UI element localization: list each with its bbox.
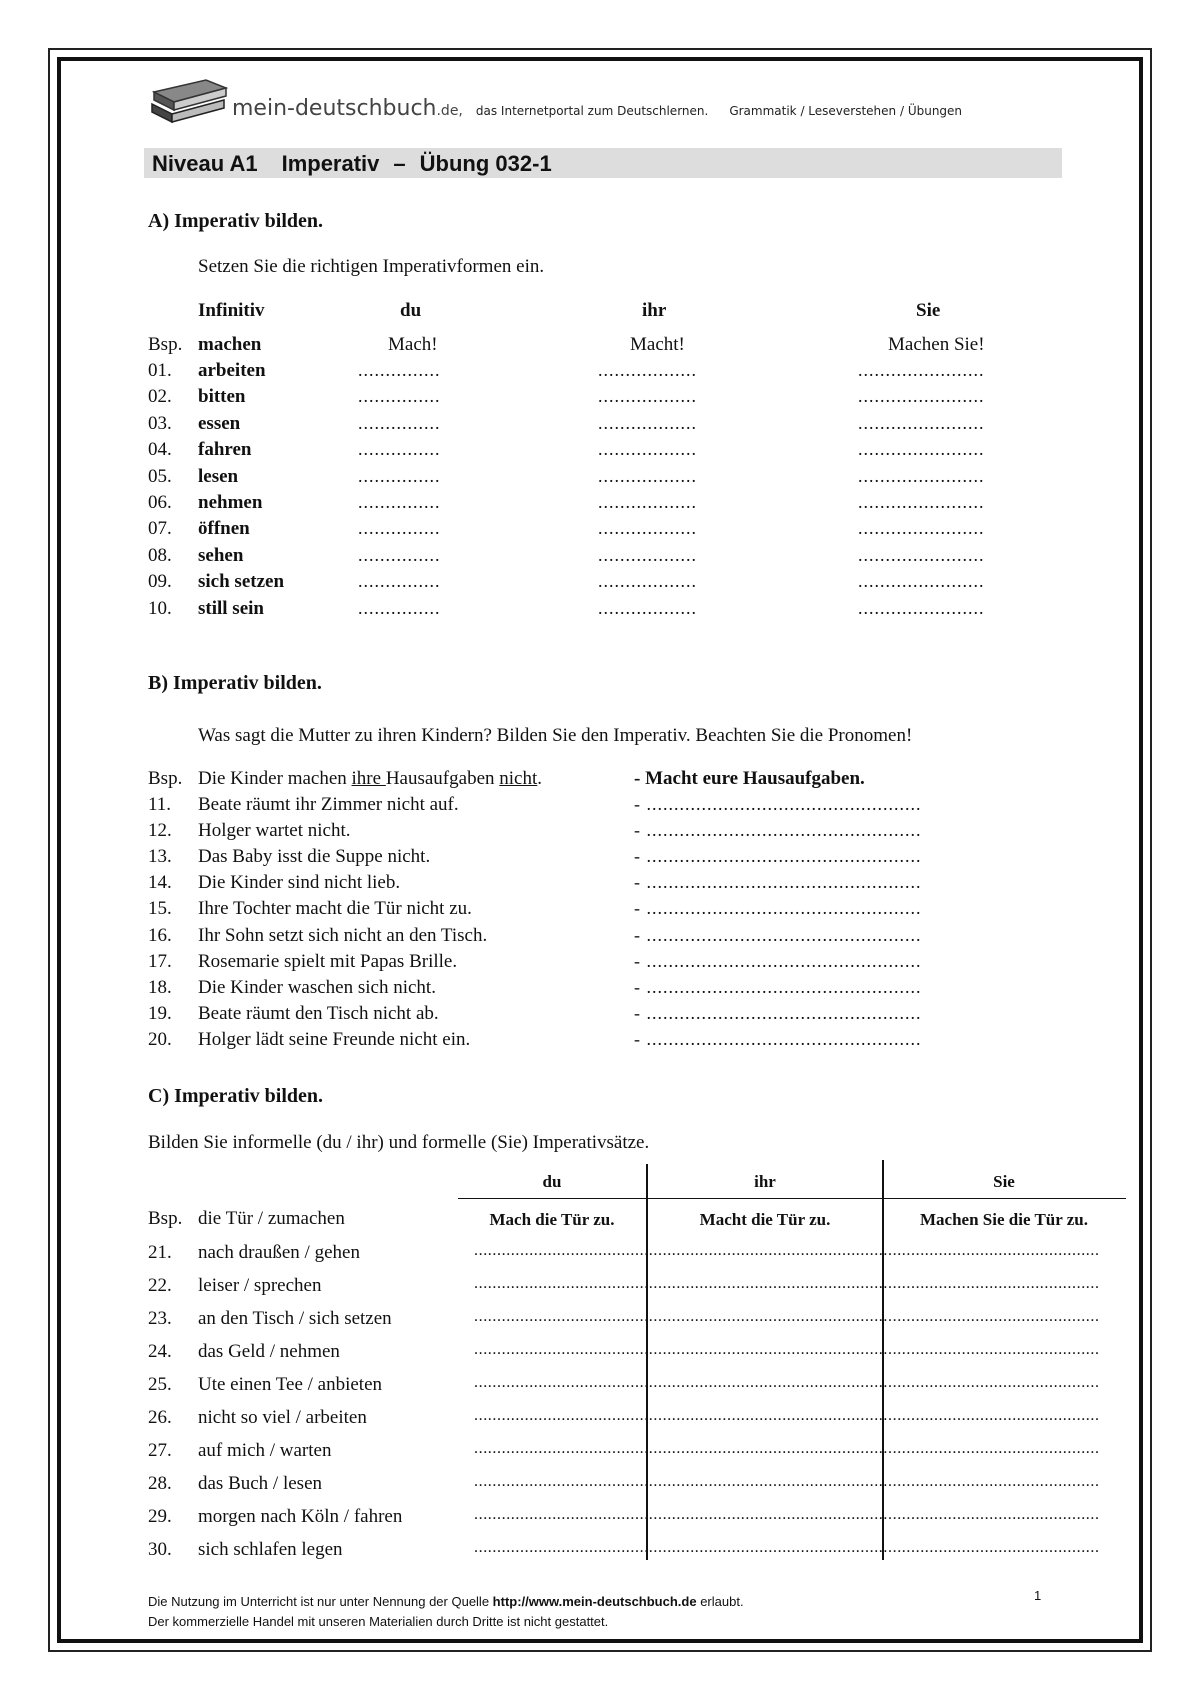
answer-ihr-blank[interactable]: .................. — [598, 386, 697, 407]
row-verb: sich setzen — [198, 571, 285, 593]
row-verb: fahren — [198, 439, 252, 461]
row-sentence: Ihr Sohn setzt sich nicht an den Tisch. — [198, 924, 488, 946]
answer-ihr-blank[interactable]: .................. — [598, 412, 697, 433]
footer-text: erlaubt. — [696, 1594, 744, 1609]
answer-blank[interactable]: - .................................................. — [634, 820, 922, 841]
answer-blank[interactable]: - .................................................. — [634, 950, 922, 971]
row-verb: bitten — [198, 386, 246, 408]
site-header — [232, 96, 962, 121]
row-prompt: an den Tisch / sich setzen — [198, 1308, 392, 1329]
row-number: 17. — [148, 950, 172, 972]
row-verb: nehmen — [198, 492, 263, 513]
row-number: 30. — [148, 1539, 172, 1560]
row-number: 13. — [148, 846, 172, 868]
col-sie: Sie — [916, 300, 941, 321]
answer-row-blank[interactable]: ........................................................................................................................................ — [474, 1407, 1100, 1424]
b-example-part: . — [537, 768, 543, 789]
row-number: 03. — [148, 412, 172, 434]
section-b-instruction: Was sagt die Mutter zu ihren Kindern? Bilden Sie den Imperativ. Beachten Sie die Pronomen! — [198, 725, 913, 746]
example-sie: Machen Sie! — [888, 334, 985, 355]
answer-row-blank[interactable]: ........................................................................................................................................ — [474, 1242, 1100, 1259]
col-du: du — [400, 300, 422, 321]
row-verb: still sein — [198, 597, 264, 619]
answer-blank[interactable]: - .................................................. — [634, 1028, 922, 1049]
b-example-num: Bsp. — [148, 768, 183, 789]
site-name[interactable]: mein-deutschbuch — [232, 96, 437, 121]
answer-sie-blank[interactable]: ....................... — [858, 360, 985, 380]
answer-du-blank[interactable]: ............... — [358, 386, 441, 407]
row-number: 29. — [148, 1506, 172, 1527]
b-example-part: Hausaufgaben — [385, 768, 500, 789]
row-verb: lesen — [198, 465, 239, 487]
section-c-title: C) Imperativ bilden. — [148, 1085, 323, 1107]
row-number: 27. — [148, 1440, 172, 1461]
example-verb: machen — [198, 334, 262, 355]
row-sentence: Beate räumt ihr Zimmer nicht auf. — [198, 794, 459, 815]
answer-row-blank[interactable]: ........................................................................................................................................ — [474, 1440, 1100, 1457]
answer-sie-blank[interactable]: ....................... — [858, 571, 985, 592]
b-example-answer: - Macht eure Hausaufgaben. — [634, 768, 865, 789]
row-number: 08. — [148, 544, 172, 566]
row-sentence: Die Kinder sind nicht lieb. — [198, 872, 401, 894]
answer-sie-blank[interactable]: ....................... — [858, 544, 985, 565]
answer-du-blank[interactable]: ............... — [358, 518, 441, 539]
answer-blank[interactable]: - .................................................. — [634, 976, 922, 997]
section-a-title: A) Imperativ bilden. — [148, 210, 323, 232]
row-number: 15. — [148, 898, 172, 920]
c-col-sie: Sie — [993, 1172, 1015, 1191]
row-number: 25. — [148, 1374, 172, 1395]
col-infinitiv: Infinitiv — [198, 300, 265, 321]
answer-du-blank[interactable]: ............... — [358, 597, 441, 618]
answer-blank[interactable]: - .................................................. — [634, 924, 922, 945]
footer-line-1 — [148, 1594, 744, 1609]
example-num: Bsp. — [148, 334, 183, 355]
row-number: 26. — [148, 1407, 172, 1428]
row-verb: öffnen — [198, 518, 250, 540]
row-verb: essen — [198, 412, 241, 434]
row-number: 23. — [148, 1308, 172, 1329]
c-example-num: Bsp. — [148, 1208, 183, 1229]
answer-ihr-blank[interactable]: .................. — [598, 492, 697, 512]
answer-sie-blank[interactable]: ....................... — [858, 518, 985, 539]
answer-du-blank[interactable]: ............... — [358, 544, 441, 565]
answer-row-blank[interactable]: ........................................................................................................................................ — [474, 1275, 1100, 1292]
example-ihr: Macht! — [630, 334, 685, 355]
answer-row-blank[interactable]: ........................................................................................................................................ — [474, 1506, 1100, 1523]
c-col-ihr: ihr — [754, 1172, 776, 1191]
row-number: 24. — [148, 1341, 172, 1362]
answer-ihr-blank[interactable]: .................. — [598, 360, 697, 380]
footer-url-link[interactable]: http://www.mein-deutschbuch.de — [492, 1594, 697, 1609]
footer-line-2: Der kommerzielle Handel mit unseren Materialien durch Dritte ist nicht gestattet. — [148, 1614, 609, 1629]
row-prompt: das Buch / lesen — [198, 1473, 323, 1494]
exercise-label: Übung 032-1 — [419, 151, 552, 176]
answer-du-blank[interactable]: ............... — [358, 465, 441, 486]
answer-row-blank[interactable]: ........................................................................................................................................ — [474, 1308, 1100, 1325]
row-number: 20. — [148, 1028, 172, 1050]
row-prompt: morgen nach Köln / fahren — [198, 1506, 403, 1527]
b-example-part: Die Kinder machen — [198, 768, 352, 789]
section-c-instruction: Bilden Sie informelle (du / ihr) und formelle (Sie) Imperativsätze. — [148, 1132, 650, 1153]
answer-blank[interactable]: - .................................................. — [634, 846, 922, 867]
answer-du-blank[interactable]: ............... — [358, 360, 441, 380]
section-b-title: B) Imperativ bilden. — [148, 672, 322, 694]
c-example-ihr: Macht die Tür zu. — [699, 1210, 831, 1229]
c-header-rule — [458, 1198, 1126, 1199]
footer-text: Die Nutzung im Unterricht ist nur unter Nennung der Quelle — [148, 1594, 493, 1609]
row-number: 14. — [148, 872, 172, 894]
row-prompt: nach draußen / gehen — [198, 1242, 360, 1263]
row-number: 21. — [148, 1242, 172, 1263]
answer-du-blank[interactable]: ............... — [358, 412, 441, 433]
page-title — [152, 151, 576, 177]
answer-row-blank[interactable]: ........................................................................................................................................ — [474, 1539, 1100, 1556]
page-number: 1 — [1034, 1588, 1042, 1603]
row-verb: sehen — [198, 544, 244, 566]
answer-blank[interactable]: - .................................................. — [634, 872, 922, 893]
answer-ihr-blank[interactable]: .................. — [598, 465, 697, 486]
row-number: 11. — [148, 794, 172, 815]
c-col-du: du — [542, 1172, 562, 1191]
row-number: 02. — [148, 386, 172, 408]
row-prompt: das Geld / nehmen — [198, 1341, 340, 1362]
answer-ihr-blank[interactable]: .................. — [598, 439, 697, 460]
row-number: 06. — [148, 492, 172, 513]
site-tld: .de, — [436, 103, 463, 119]
section-a-instruction: Setzen Sie die richtigen Imperativformen ein. — [198, 256, 545, 277]
row-number: 10. — [148, 597, 172, 619]
row-sentence: Die Kinder waschen sich nicht. — [198, 976, 436, 998]
row-number: 19. — [148, 1002, 172, 1024]
row-prompt: Ute einen Tee / anbieten — [198, 1374, 383, 1395]
title-dash: – — [393, 151, 406, 176]
answer-blank[interactable]: - .................................................. — [634, 794, 922, 814]
row-sentence: Das Baby isst die Suppe nicht. — [198, 846, 431, 868]
answer-blank[interactable]: - .................................................. — [634, 898, 922, 919]
row-prompt: nicht so viel / arbeiten — [198, 1407, 367, 1428]
answer-ihr-blank[interactable]: .................. — [598, 597, 697, 618]
answer-sie-blank[interactable]: ....................... — [858, 597, 985, 618]
answer-sie-blank[interactable]: ....................... — [858, 412, 985, 433]
c-example-sie: Machen Sie die Tür zu. — [920, 1210, 1088, 1229]
answer-ihr-blank[interactable]: .................. — [598, 544, 697, 565]
level-label: Niveau A1 — [152, 151, 258, 176]
row-prompt: sich schlafen legen — [198, 1539, 343, 1560]
b-example-underlined: nicht — [499, 768, 538, 789]
book-stack-logo-icon — [146, 74, 230, 126]
answer-row-blank[interactable]: ........................................................................................................................................ — [474, 1374, 1100, 1391]
row-prompt: leiser / sprechen — [198, 1275, 322, 1296]
example-du: Mach! — [388, 334, 438, 355]
answer-sie-blank[interactable]: ....................... — [858, 386, 985, 407]
answer-blank[interactable]: - .................................................. — [634, 1002, 922, 1023]
answer-du-blank[interactable]: ............... — [358, 571, 441, 592]
answer-ihr-blank[interactable]: .................. — [598, 571, 697, 592]
row-sentence: Beate räumt den Tisch nicht ab. — [198, 1002, 439, 1024]
answer-sie-blank[interactable]: ....................... — [858, 492, 985, 512]
c-example-du: Mach die Tür zu. — [489, 1210, 615, 1229]
row-sentence: Rosemarie spielt mit Papas Brille. — [198, 950, 458, 972]
answer-sie-blank[interactable]: ....................... — [858, 439, 985, 460]
row-number: 16. — [148, 924, 172, 946]
row-number: 22. — [148, 1275, 172, 1296]
c-example-text: die Tür / zumachen — [198, 1208, 345, 1229]
row-number: 12. — [148, 820, 172, 842]
site-tagline: das Internetportal zum Deutschlernen. — [475, 104, 709, 118]
b-example-underlined: ihre — [351, 768, 386, 789]
row-number: 07. — [148, 518, 172, 540]
row-number: 28. — [148, 1473, 172, 1494]
row-number: 09. — [148, 571, 172, 593]
row-number: 18. — [148, 976, 172, 998]
row-prompt: auf mich / warten — [198, 1440, 332, 1461]
answer-ihr-blank[interactable]: .................. — [598, 518, 697, 539]
answer-sie-blank[interactable]: ....................... — [858, 465, 985, 486]
row-sentence: Ihre Tochter macht die Tür nicht zu. — [198, 898, 472, 920]
row-number: 05. — [148, 465, 172, 487]
row-number: 04. — [148, 439, 172, 461]
row-verb: arbeiten — [198, 360, 266, 381]
row-sentence: Holger wartet nicht. — [198, 820, 351, 842]
answer-du-blank[interactable]: ............... — [358, 439, 441, 460]
answer-row-blank[interactable]: ........................................................................................................................................ — [474, 1473, 1100, 1490]
answer-row-blank[interactable]: ........................................................................................................................................ — [474, 1341, 1100, 1358]
answer-du-blank[interactable]: ............... — [358, 492, 441, 512]
row-sentence: Holger lädt seine Freunde nicht ein. — [198, 1028, 471, 1050]
col-ihr: ihr — [642, 300, 667, 321]
b-example-sentence — [198, 768, 542, 790]
row-number: 01. — [148, 360, 172, 381]
site-nav[interactable]: Grammatik / Leseverstehen / Übungen — [729, 104, 963, 118]
topic-label: Imperativ — [281, 151, 380, 176]
